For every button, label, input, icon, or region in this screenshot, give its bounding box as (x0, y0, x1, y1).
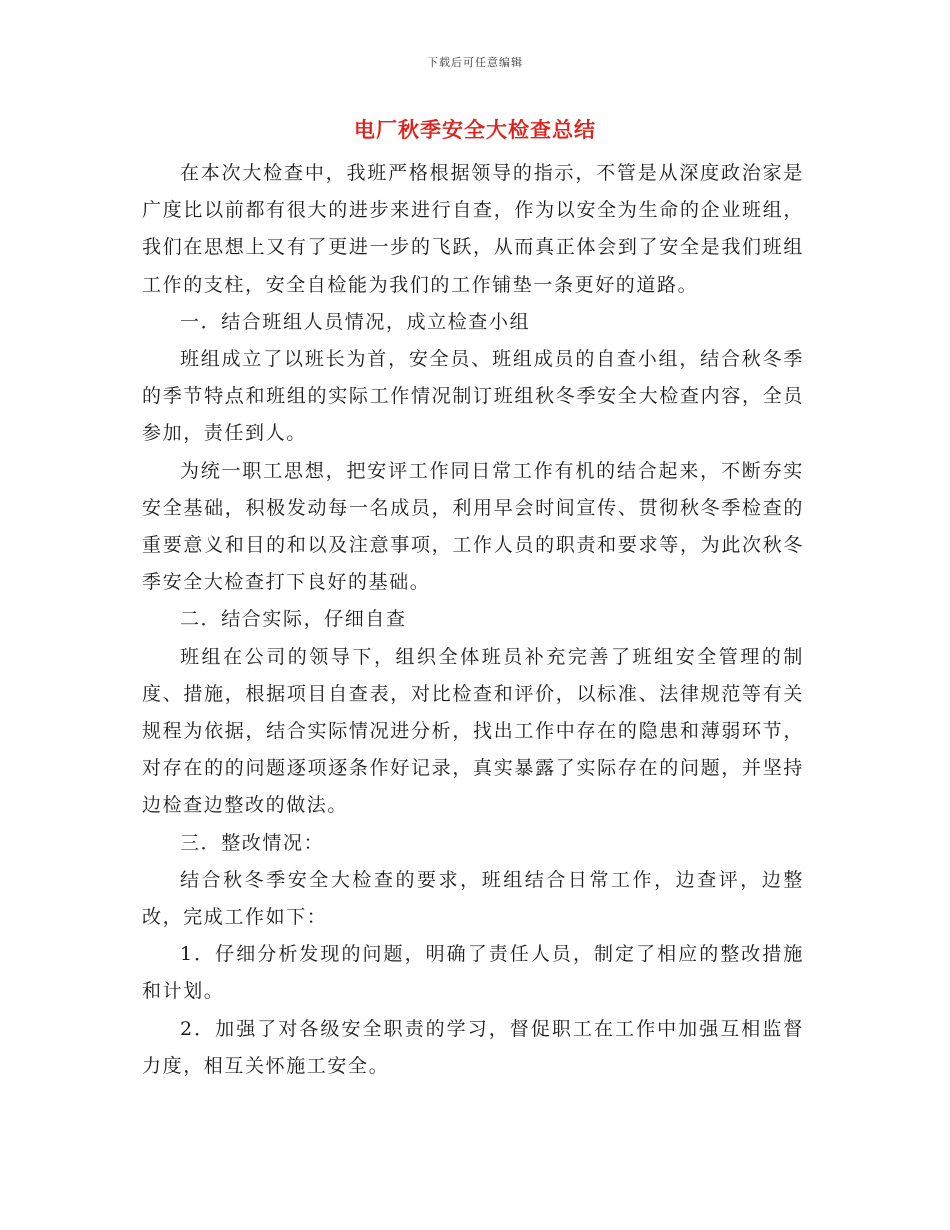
section-2-paragraph: 班组在公司的领导下，组织全体班员补充完善了班组安全管理的制度、措施，根据项目自查表，对比检查和评价，以标准、法律规范等有关规程为依据，结合实际情况进分析，找出工作中存在的隐患和薄弱环节，对存在的的问题逐项逐条作好记录，真实暴露了实际存在的问题，并坚持边检查边整改的做法。 (142, 645, 804, 817)
section-heading-3: 三．整改情况： (180, 831, 325, 854)
intro-paragraph: 在本次大检查中，我班严格根据领导的指示，不管是从深度政治家是广度比以前都有很大的进步来进行自查，作为以安全为生命的企业班组，我们在思想上又有了更进一步的飞跃，从而真正体会到了安全是我们班组工作的支柱，安全自检能为我们的工作铺垫一条更好的道路。 (142, 162, 804, 296)
list-item-1: 1．仔细分析发现的问题，明确了责任人员，制定了相应的整改措施和计划。 (142, 943, 804, 1003)
section-3-paragraph: 结合秋冬季安全大检查的要求，班组结合日常工作，边查评，边整改，完成工作如下： (142, 868, 804, 929)
document-title: 电厂秋季安全大检查总结 (354, 117, 596, 142)
section-heading-1: 一．结合班组人员情况，成立检查小组 (180, 310, 531, 333)
section-1-paragraph-2: 为统一职工思想，把安评工作同日常工作有机的结合起来，不断夯实安全基础，积极发动每一名成员，利用早会时间宣传、贯彻秋冬季检查的重要意义和目的和以及注意事项，工作人员的职责和要求等，为此次秋冬季安全大检查打下良好的基础。 (142, 459, 804, 594)
document-body (142, 155, 804, 1085)
page-header-note: 下载后可任意编辑 (427, 56, 523, 69)
section-heading-2: 二．结合实际，仔细自查 (180, 608, 407, 631)
section-1-paragraph-1: 班组成立了以班长为首，安全员、班组成员的自查小组，结合秋冬季的季节特点和班组的实际工作情况制订班组秋冬季安全大检查内容，全员参加，责任到人。 (142, 348, 804, 445)
list-item-2: 2．加强了对各级安全职责的学习，督促职工在工作中加强互相监督力度，相互关怀施工安全。 (142, 1017, 804, 1077)
